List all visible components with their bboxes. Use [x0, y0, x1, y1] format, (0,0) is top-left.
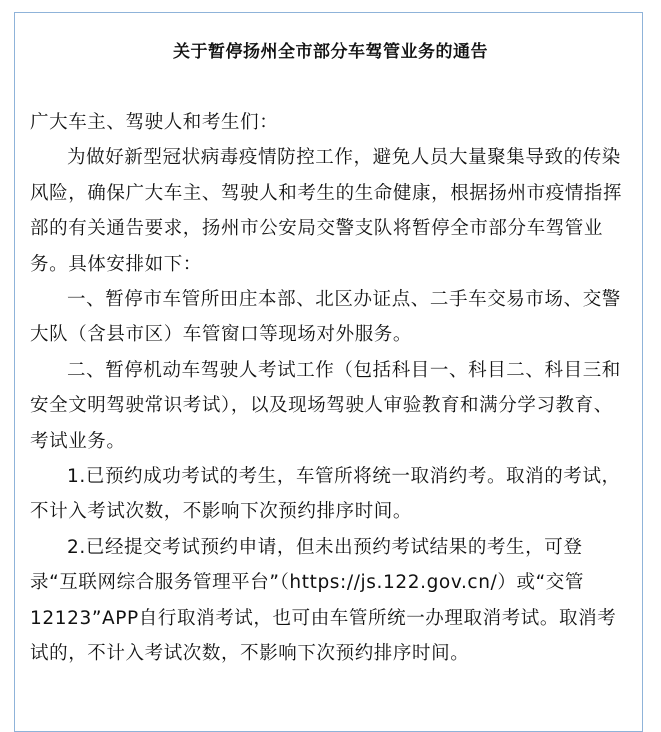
paragraph-item-two: 二、暂停机动车驾驶人考试工作（包括科目一、科目二、科目三和安全文明驾驶常识考试），以及现场驾驶人审验教育和满分学习教育、考试业务。	[30, 359, 621, 452]
paragraph-subitem-two: 2.已经提交考试预约申请，但未出预约考试结果的考生，可登录“互联网综合服务管理平台”（https://js.122.gov.cn/）或“交管12123”APP自行取消考试，也可由车管所统一办理取消考试。取消考试的，不计入考试次数，不影响下次预约排序时间。	[30, 536, 617, 665]
paragraph-subitem-one: 1.已预约成功考试的考生，车管所将统一取消约考。取消的考试，不计入考试次数，不影响下次预约排序时间。	[30, 466, 621, 523]
notice-title: 关于暂停扬州全市部分车驾管业务的通告	[173, 42, 488, 62]
notice-body	[30, 105, 630, 672]
paragraph-background: 为做好新型冠状病毒疫情防控工作，避免人员大量聚集导致的传染风险，确保广大车主、驾驶人和考生的生命健康，根据扬州市疫情指挥部的有关通告要求，扬州市公安局交警支队将暂停全市部分车驾管业务。具体安排如下：	[30, 147, 623, 275]
salutation: 广大车主、驾驶人和考生们：	[30, 112, 279, 133]
paragraph-item-one: 一、暂停市车管所田庄本部、北区办证点、二手车交易市场、交警大队（含县市区）车管窗口等现场对外服务。	[30, 289, 621, 346]
